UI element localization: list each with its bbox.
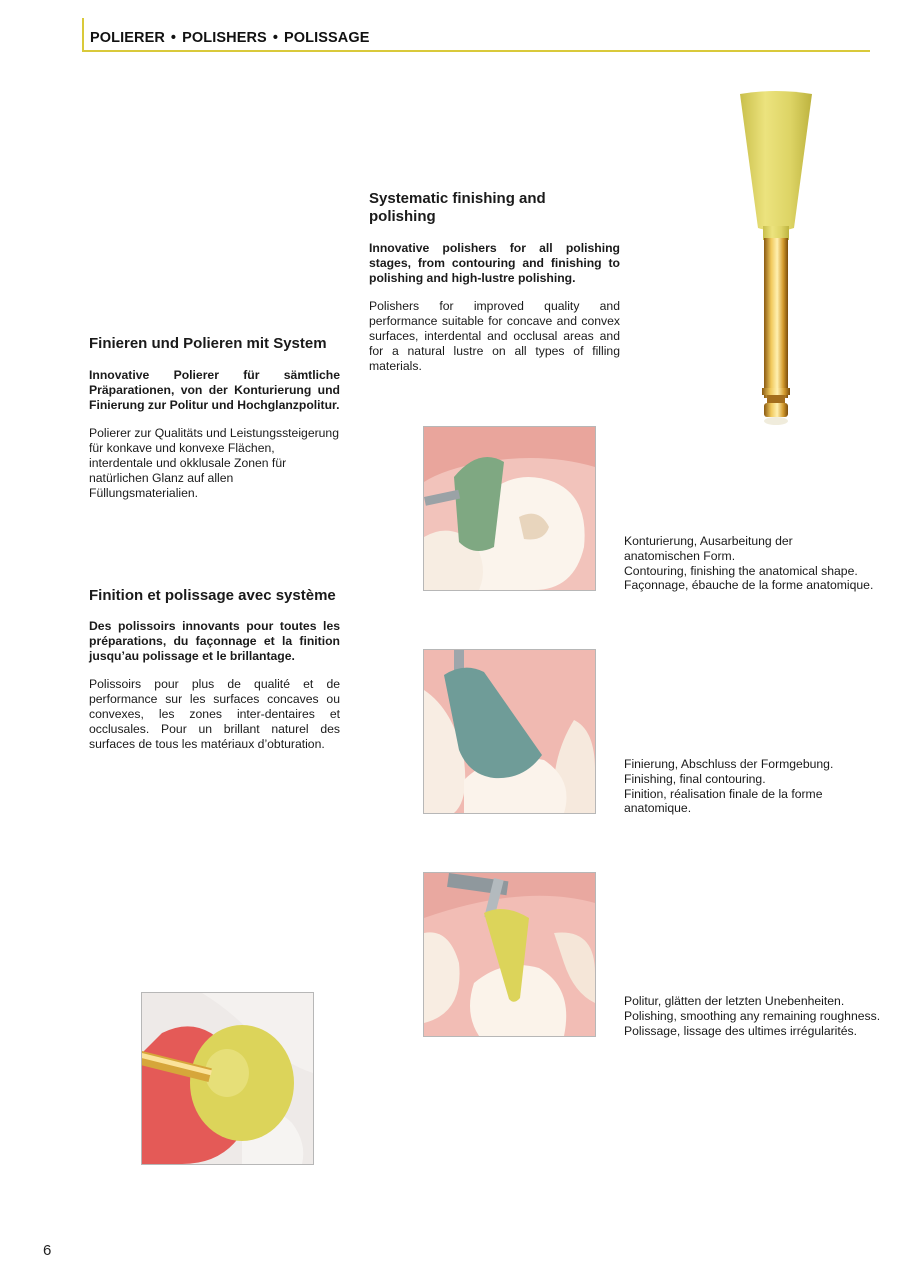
german-body: Polierer zur Qualitäts und Leistungssteigerung für konkave und konvexe Flächen, interdentale und okklusale Zonen für natürlichen Glanz auf allen Füllungsmaterialien. xyxy=(89,426,339,500)
step-2-caption-line: Finishing, final contouring. xyxy=(624,771,766,786)
header-separator: • xyxy=(272,30,278,46)
step-2-photo xyxy=(423,649,596,814)
step-1-photo xyxy=(423,426,596,591)
step-2-caption-line: anatomique. xyxy=(624,801,692,816)
step-3-caption-line: Politur, glätten der letzten Unebenheiten. xyxy=(624,994,845,1008)
step-3-photo xyxy=(423,872,596,1037)
header-title-de: POLIERER xyxy=(90,30,165,46)
german-section xyxy=(89,335,340,500)
german-lead: Innovative Polierer für sämtliche Präparationen, von der Konturierung und Finierung zur Politur und Hochglanzpolitur. xyxy=(89,368,340,412)
header-separator: • xyxy=(170,30,177,46)
step-1-caption-line: Contouring, finishing the anatomical shape. xyxy=(624,563,858,578)
english-section xyxy=(369,190,620,373)
step-1-caption-line: Konturierung, Ausarbeitung der xyxy=(624,534,793,548)
header-title-fr: POLISSAGE xyxy=(284,30,370,46)
page-number: 6 xyxy=(43,1242,52,1259)
step-2-caption-line: Finierung, Abschluss der Formgebung. xyxy=(624,757,834,771)
step-2-caption-line: Finition, réalisation finale de la forme xyxy=(624,786,823,801)
french-body: Polissoirs pour plus de qualité et de performance sur les surfaces concaves ou convexes, les zones inter-dentaires et occlusales. Pour un brillant naturel des surfaces de tous les matériaux d’obturation. xyxy=(89,677,340,751)
french-lead: Des polissoirs innovants pour toutes les préparations, du façonnage et la finition jusqu’au polissage et le brillantage. xyxy=(89,619,340,663)
step-3-caption xyxy=(624,994,894,1038)
step-2-caption xyxy=(624,757,884,816)
step-1-caption-line: Façonnage, ébauche de la forme anatomique. xyxy=(624,578,874,593)
french-heading: Finition et polissage avec système xyxy=(89,587,336,604)
english-heading: Systematic finishing and polishing xyxy=(369,190,546,225)
english-lead: Innovative polishers for all polishing stages, from contouring and finishing to polishing and high-lustre polishing. xyxy=(369,241,620,285)
step-3-caption-line: Polissage, lissage des ultimes irrégularités. xyxy=(624,1023,858,1038)
english-body: Polishers for improved quality and performance suitable for concave and convex surfaces, interdental and occlusal areas and for a natural lustre on all types of filling materials. xyxy=(369,299,620,373)
product-polisher-image xyxy=(728,88,824,434)
step-3-caption-line: Polishing, smoothing any remaining roughness. xyxy=(624,1008,881,1023)
header-title xyxy=(90,30,370,46)
french-section xyxy=(89,587,340,751)
polishing-photo xyxy=(141,992,314,1165)
header-title-en: POLISHERS xyxy=(182,30,267,46)
step-1-caption xyxy=(624,534,884,593)
step-1-caption-line: anatomischen Form. xyxy=(624,548,736,563)
german-heading: Finieren und Polieren mit System xyxy=(89,335,327,352)
